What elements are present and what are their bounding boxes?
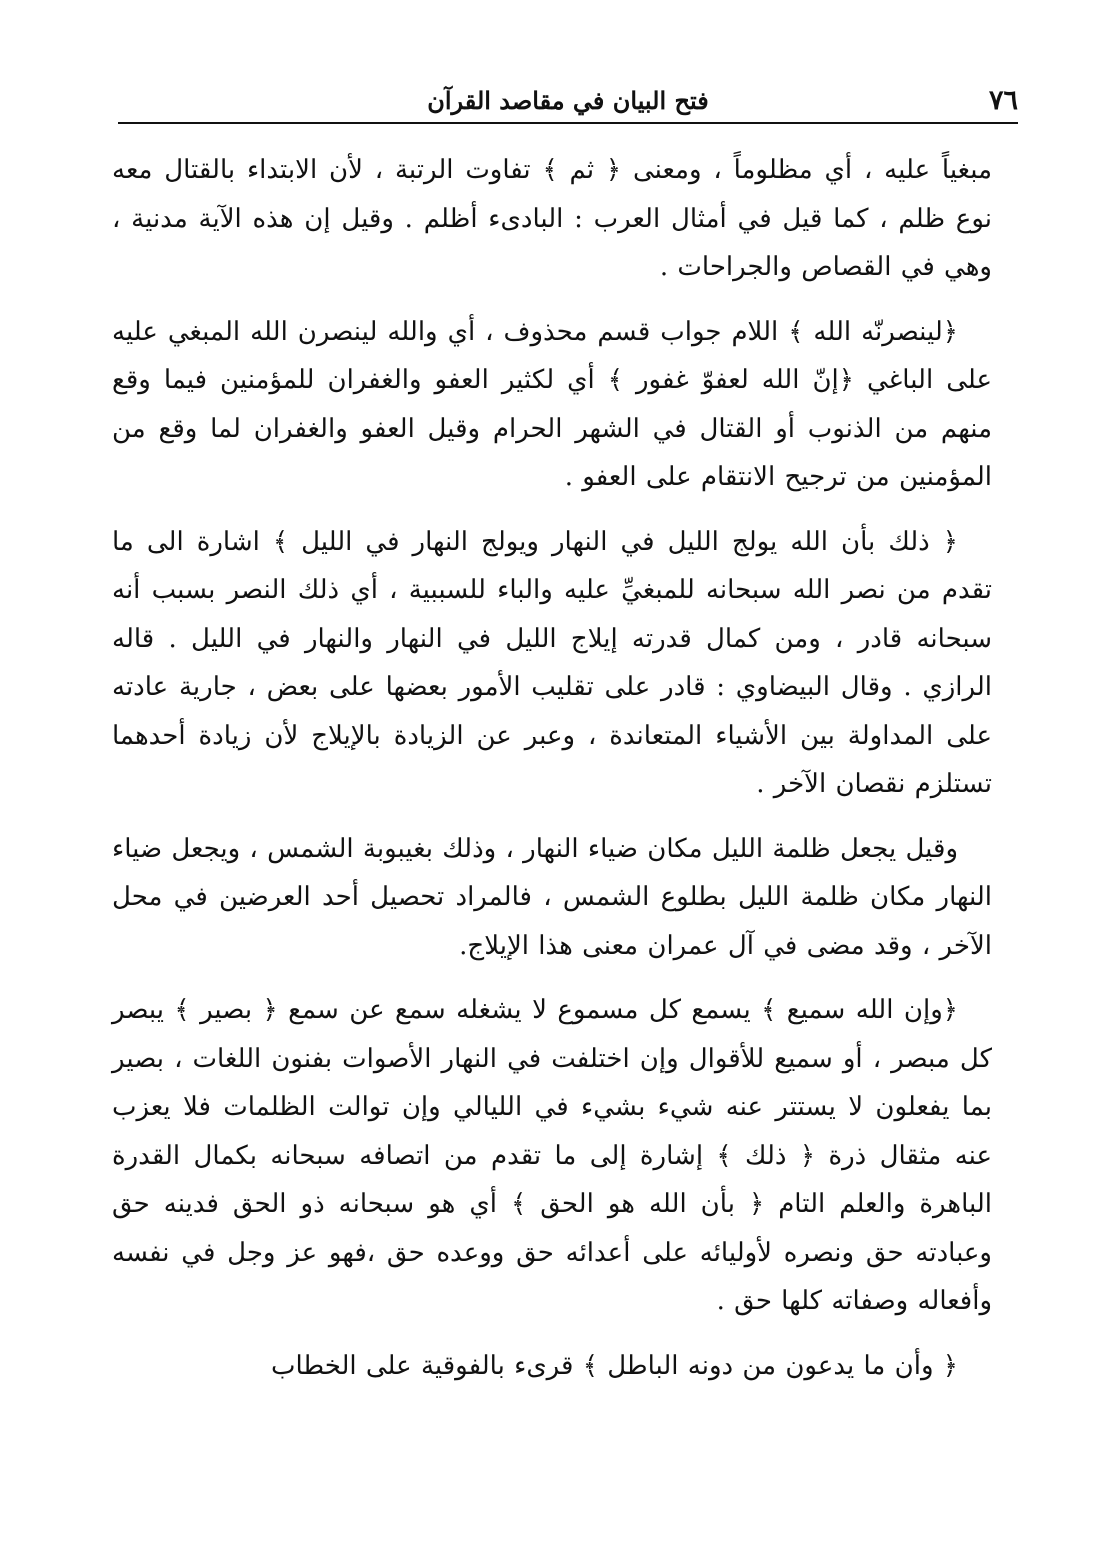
paragraph: ﴿وإن الله سميع ﴾ يسمع كل مسموع لا يشغله سمع عن سمع ﴿ بصير ﴾ يبصر كل مبصر ، أو سميع للأقوال وإن اختلفت في النهار الأصوات بفنون اللغات ، بصير بما يفعلون لا يستتر عنه شيء بشيء في الليالي وإن توالت الظلمات فلا يعزب عنه مثقال ذرة ﴿ ذلك ﴾ إشارة إلى ما تقدم من اتصافه سبحانه بكمال القدرة الباهرة والعلم التام ﴿ بأن الله هو الحق ﴾ أي هو سبحانه ذو الحق فدينه حق وعبادته حق ونصره لأوليائه على أعدائه حق ووعده حق ،فهو عز وجل في نفسه وأفعاله وصفاته كلها حق . xyxy=(112,995,992,1316)
paragraph: ﴿ وأن ما يدعون من دونه الباطل ﴾ قرىء بالفوقية على الخطاب xyxy=(270,1350,958,1381)
paragraph: مبغياً عليه ، أي مظلوماً ، ومعنى ﴿ ثم ﴾ تفاوت الرتبة ، لأن الابتداء بالقتال معه نوع ظلم ، كما قيل في أمثال العرب : البادىء أظلم . وقيل إن هذه الآية مدنية ، وهي في القصاص والجراحات . xyxy=(112,155,992,282)
paragraph: وقيل يجعل ظلمة الليل مكان ضياء النهار ، وذلك بغيبوبة الشمس ، ويجعل ضياء النهار مكان ظلمة الليل بطلوع الشمس ، فالمراد تحصيل أحد العرضين في محل الآخر ، وقد مضى في آل عمران معنى هذا الإيلاج. xyxy=(112,833,992,961)
paragraph: ﴿لينصرنّه الله ﴾ اللام جواب قسم محذوف ، أي والله لينصرن الله المبغي عليه على الباغي ﴿إنّ الله لعفوّ غفور ﴾ أي لكثير العفو والغفران للمؤمنين فيما وقع منهم من الذنوب أو القتال في الشهر الحرام وقيل العفو والغفران لما وقع من المؤمنين من ترجيح الانتقام على العفو . xyxy=(112,316,992,492)
paragraph: ﴿ ذلك بأن الله يولج الليل في النهار ويولج النهار في الليل ﴾ اشارة الى ما تقدم من نصر الله سبحانه للمبغيِّ عليه والباء للسببية ، أي ذلك النصر بسبب أنه سبحانه قادر ، ومن كمال قدرته إيلاج الليل في النهار والنهار في الليل . قاله الرازي . وقال البيضاوي : قادر على تقليب الأمور بعضها على بعض ، جارية عادته على المداولة بين الأشياء المتعاندة ، وعبر عن الزيادة بالإيلاج لأن زيادة أحدهما تستلزم نقصان الآخر . xyxy=(112,526,992,799)
page-body xyxy=(112,146,992,1406)
running-title: فتح البيان في مقاصد القرآن xyxy=(427,86,709,115)
page-number: ٧٦ xyxy=(988,85,1018,116)
page-header xyxy=(118,82,1018,120)
header-rule xyxy=(118,122,1018,124)
